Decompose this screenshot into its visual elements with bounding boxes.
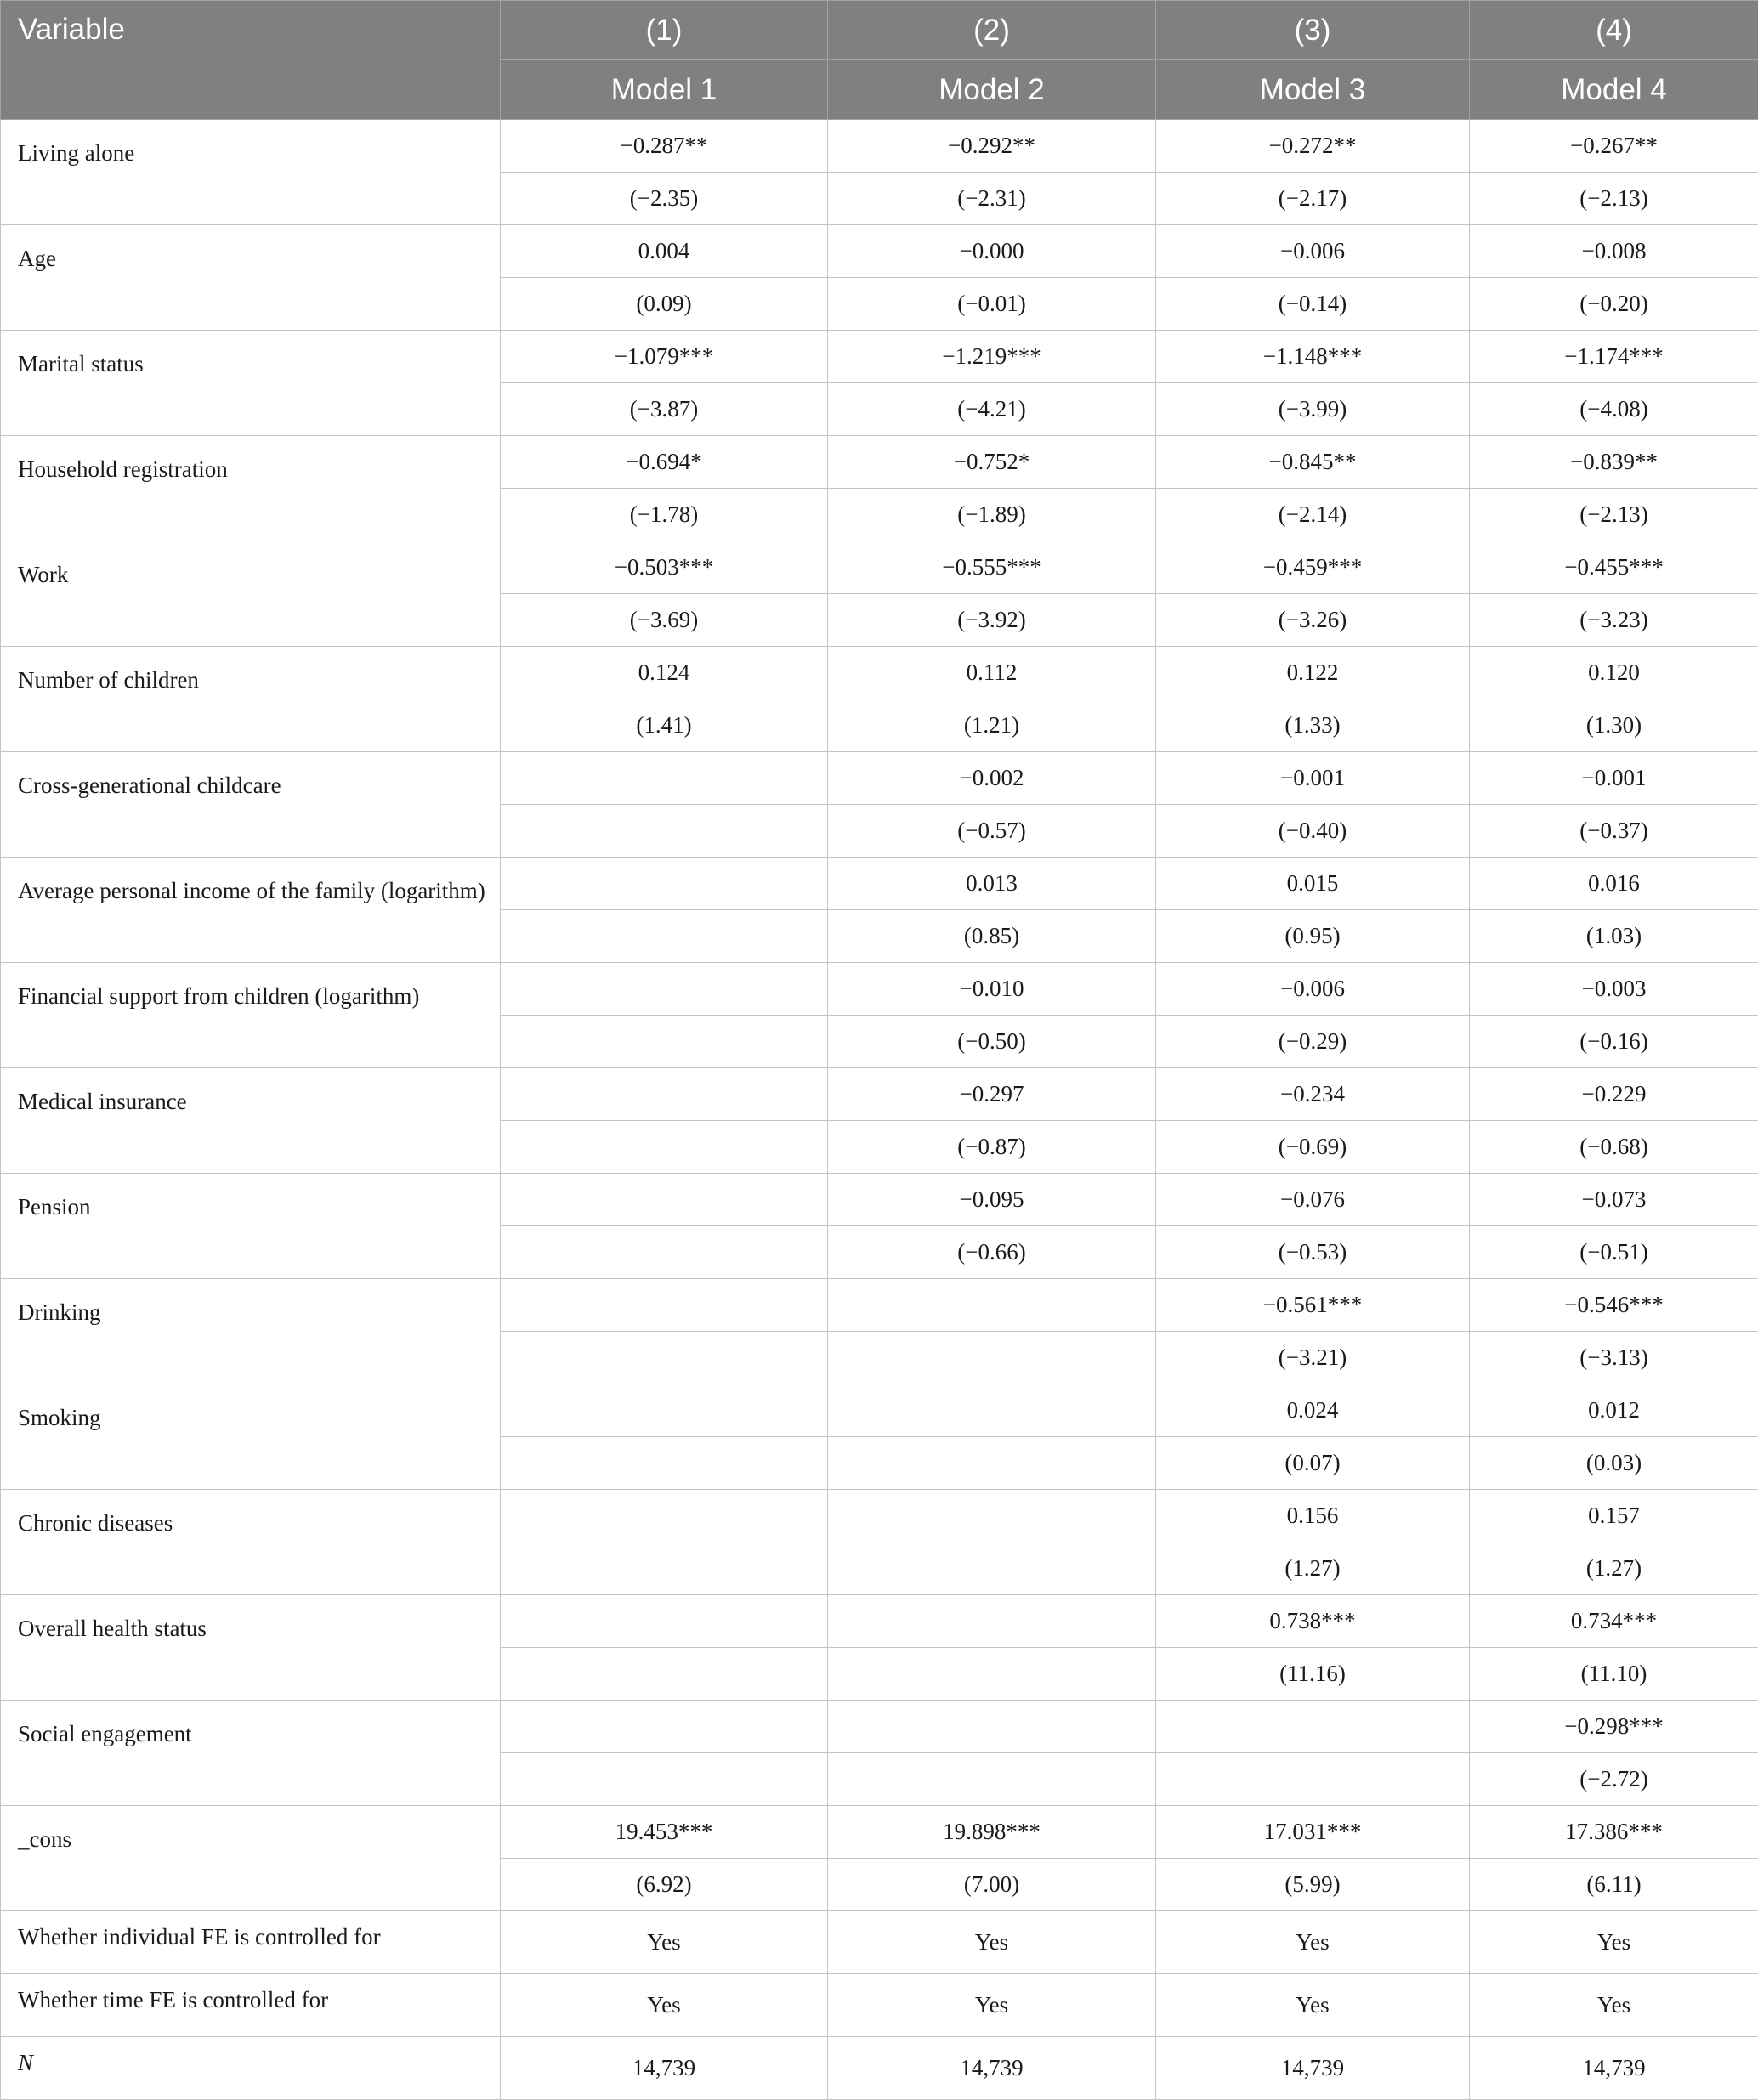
column-number-2: (2) [828,1,1156,60]
t-statistic-cell: (−1.89) [828,489,1156,541]
coefficient-cell: −1.174*** [1470,331,1758,383]
t-statistic-cell: (−2.14) [1156,489,1470,541]
variable-label: Living alone [1,120,501,225]
t-statistic-cell [828,1753,1156,1806]
coefficient-cell: −0.073 [1470,1174,1758,1226]
t-statistic-cell: (−4.08) [1470,383,1758,436]
t-statistic-cell: (−0.51) [1470,1226,1758,1279]
header-row-numbers [1,1,1758,60]
coefficient-cell: 0.024 [1156,1384,1470,1437]
coefficient-cell [501,1174,828,1226]
footer-value-cell: 14,739 [501,2037,828,2100]
model-name-3: Model 3 [1156,60,1470,120]
t-statistic-cell: (−0.29) [1156,1016,1470,1068]
t-statistic-cell: (−3.13) [1470,1332,1758,1384]
t-statistic-cell: (0.07) [1156,1437,1470,1490]
t-statistic-cell: (−3.26) [1156,594,1470,647]
t-statistic-cell: (−0.14) [1156,278,1470,331]
t-statistic-cell: (−4.21) [828,383,1156,436]
coefficient-cell: 0.112 [828,647,1156,699]
coefficient-cell [501,1595,828,1648]
coefficient-cell: −0.752* [828,436,1156,489]
t-statistic-cell: (1.30) [1470,699,1758,752]
coefficient-cell: −0.001 [1470,752,1758,805]
t-statistic-cell [501,1332,828,1384]
model-name-1: Model 1 [501,60,828,120]
coefficient-cell: 17.031*** [1156,1806,1470,1859]
variable-label: _cons [1,1806,501,1911]
variable-label: Medical insurance [1,1068,501,1174]
coefficient-cell: −1.148*** [1156,331,1470,383]
t-statistic-cell: (11.16) [1156,1648,1470,1701]
coefficient-cell: −0.845** [1156,436,1470,489]
variable-label: Chronic diseases [1,1490,501,1595]
table-row-coefficient [1,1701,1758,1753]
footer-value-cell: Yes [1470,1911,1758,1974]
t-statistic-cell: (−0.37) [1470,805,1758,858]
table-row-coefficient [1,225,1758,278]
variable-label: Overall health status [1,1595,501,1701]
variable-label: Pension [1,1174,501,1279]
t-statistic-cell: (−3.92) [828,594,1156,647]
footer-value-cell: Yes [828,1911,1156,1974]
footer-value-cell: 14,739 [1156,2037,1470,2100]
footer-value-cell: Yes [1470,1974,1758,2037]
coefficient-cell [828,1384,1156,1437]
t-statistic-cell: (−2.13) [1470,173,1758,225]
coefficient-cell: −1.219*** [828,331,1156,383]
coefficient-cell: 0.015 [1156,858,1470,910]
coefficient-cell [828,1490,1156,1542]
coefficient-cell [501,1279,828,1332]
coefficient-cell: −0.003 [1470,963,1758,1016]
coefficient-cell: −0.000 [828,225,1156,278]
coefficient-cell: 0.120 [1470,647,1758,699]
variable-label: Work [1,541,501,647]
t-statistic-cell [501,1121,828,1174]
t-statistic-cell: (−2.31) [828,173,1156,225]
t-statistic-cell: (11.10) [1470,1648,1758,1701]
t-statistic-cell [828,1332,1156,1384]
coefficient-cell: −0.287** [501,120,828,173]
t-statistic-cell: (−3.23) [1470,594,1758,647]
table-row-coefficient [1,752,1758,805]
t-statistic-cell: (1.27) [1156,1542,1470,1595]
coefficient-cell [501,752,828,805]
coefficient-cell: −1.079*** [501,331,828,383]
coefficient-cell [501,1068,828,1121]
footer-label: N [1,2037,501,2100]
table-row-coefficient [1,1384,1758,1437]
coefficient-cell: −0.298*** [1470,1701,1758,1753]
t-statistic-cell [501,1753,828,1806]
t-statistic-cell: (−0.69) [1156,1121,1470,1174]
coefficient-cell: −0.839** [1470,436,1758,489]
t-statistic-cell: (−2.35) [501,173,828,225]
t-statistic-cell: (6.92) [501,1859,828,1911]
variable-label: Marital status [1,331,501,436]
table-row-coefficient [1,1806,1758,1859]
table-row-coefficient [1,963,1758,1016]
coefficient-cell: −0.229 [1470,1068,1758,1121]
variable-column-header: Variable [1,1,501,120]
table-row-coefficient [1,1174,1758,1226]
t-statistic-cell: (−0.66) [828,1226,1156,1279]
footer-value-cell: Yes [828,1974,1156,2037]
t-statistic-cell [501,1437,828,1490]
coefficient-cell: −0.001 [1156,752,1470,805]
table-row-footer [1,1911,1758,1974]
coefficient-cell [501,858,828,910]
t-statistic-cell [501,805,828,858]
t-statistic-cell: (−0.20) [1470,278,1758,331]
variable-label: Cross-generational childcare [1,752,501,858]
table-row-coefficient [1,1068,1758,1121]
t-statistic-cell: (0.85) [828,910,1156,963]
t-statistic-cell: (1.41) [501,699,828,752]
coefficient-cell: 0.016 [1470,858,1758,910]
t-statistic-cell: (1.33) [1156,699,1470,752]
t-statistic-cell [501,1226,828,1279]
table-row-coefficient [1,331,1758,383]
t-statistic-cell: (−0.68) [1470,1121,1758,1174]
t-statistic-cell [1156,1753,1470,1806]
t-statistic-cell: (0.03) [1470,1437,1758,1490]
column-number-4: (4) [1470,1,1758,60]
t-statistic-cell: (−3.69) [501,594,828,647]
table-header [1,1,1758,120]
coefficient-cell: −0.503*** [501,541,828,594]
t-statistic-cell: (−3.99) [1156,383,1470,436]
variable-label: Average personal income of the family (logarithm) [1,858,501,963]
table-row-coefficient [1,120,1758,173]
coefficient-cell: 0.013 [828,858,1156,910]
coefficient-cell: 17.386*** [1470,1806,1758,1859]
variable-label: Age [1,225,501,331]
t-statistic-cell: (−0.16) [1470,1016,1758,1068]
coefficient-cell: −0.095 [828,1174,1156,1226]
t-statistic-cell [501,1016,828,1068]
coefficient-cell: −0.694* [501,436,828,489]
table-body [1,120,1758,2100]
t-statistic-cell: (−3.87) [501,383,828,436]
variable-label: Number of children [1,647,501,752]
table-row-coefficient [1,436,1758,489]
variable-label: Financial support from children (logarithm) [1,963,501,1068]
t-statistic-cell: (1.27) [1470,1542,1758,1595]
t-statistic-cell: (−0.87) [828,1121,1156,1174]
coefficient-cell [828,1701,1156,1753]
column-number-1: (1) [501,1,828,60]
table-row-coefficient [1,1595,1758,1648]
t-statistic-cell: (−2.17) [1156,173,1470,225]
model-name-2: Model 2 [828,60,1156,120]
coefficient-cell: −0.546*** [1470,1279,1758,1332]
t-statistic-cell: (−0.53) [1156,1226,1470,1279]
t-statistic-cell: (1.21) [828,699,1156,752]
t-statistic-cell: (−1.78) [501,489,828,541]
coefficient-cell: 0.157 [1470,1490,1758,1542]
coefficient-cell: 0.122 [1156,647,1470,699]
coefficient-cell: 0.004 [501,225,828,278]
table-row-coefficient [1,647,1758,699]
t-statistic-cell: (−2.72) [1470,1753,1758,1806]
table-row-footer [1,1974,1758,2037]
t-statistic-cell: (−3.21) [1156,1332,1470,1384]
coefficient-cell: −0.297 [828,1068,1156,1121]
t-statistic-cell: (−0.40) [1156,805,1470,858]
footer-value-cell: 14,739 [828,2037,1156,2100]
footer-value-cell: Yes [501,1974,828,2037]
coefficient-cell: −0.006 [1156,963,1470,1016]
coefficient-cell: −0.076 [1156,1174,1470,1226]
model-name-4: Model 4 [1470,60,1758,120]
coefficient-cell: 19.898*** [828,1806,1156,1859]
coefficient-cell: −0.002 [828,752,1156,805]
coefficient-cell [828,1595,1156,1648]
coefficient-cell: −0.006 [1156,225,1470,278]
coefficient-cell: −0.459*** [1156,541,1470,594]
variable-label: Drinking [1,1279,501,1384]
coefficient-cell: 0.738*** [1156,1595,1470,1648]
t-statistic-cell [501,1542,828,1595]
coefficient-cell: −0.455*** [1470,541,1758,594]
coefficient-cell [501,1701,828,1753]
t-statistic-cell: (0.95) [1156,910,1470,963]
t-statistic-cell: (7.00) [828,1859,1156,1911]
coefficient-cell [1156,1701,1470,1753]
coefficient-cell: −0.010 [828,963,1156,1016]
footer-label: Whether individual FE is controlled for [1,1911,501,1974]
coefficient-cell: 0.156 [1156,1490,1470,1542]
coefficient-cell: −0.272** [1156,120,1470,173]
footer-label: Whether time FE is controlled for [1,1974,501,2037]
t-statistic-cell: (−0.50) [828,1016,1156,1068]
variable-label: Household registration [1,436,501,541]
coefficient-cell: −0.561*** [1156,1279,1470,1332]
variable-label: Social engagement [1,1701,501,1806]
table-row-coefficient [1,1490,1758,1542]
footer-value-cell: 14,739 [1470,2037,1758,2100]
footer-value-cell: Yes [1156,1911,1470,1974]
t-statistic-cell [828,1437,1156,1490]
coefficient-cell: 0.734*** [1470,1595,1758,1648]
coefficient-cell: 0.012 [1470,1384,1758,1437]
footer-value-cell: Yes [501,1911,828,1974]
coefficient-cell: 19.453*** [501,1806,828,1859]
footer-value-cell: Yes [1156,1974,1470,2037]
variable-label: Smoking [1,1384,501,1490]
coefficient-cell: −0.267** [1470,120,1758,173]
table-row-footer [1,2037,1758,2100]
t-statistic-cell [828,1648,1156,1701]
table-row-coefficient [1,858,1758,910]
t-statistic-cell [501,1648,828,1701]
coefficient-cell [828,1279,1156,1332]
t-statistic-cell: (5.99) [1156,1859,1470,1911]
coefficient-cell: −0.008 [1470,225,1758,278]
coefficient-cell: −0.292** [828,120,1156,173]
t-statistic-cell: (6.11) [1470,1859,1758,1911]
t-statistic-cell [828,1542,1156,1595]
t-statistic-cell [501,910,828,963]
t-statistic-cell: (−2.13) [1470,489,1758,541]
coefficient-cell: −0.234 [1156,1068,1470,1121]
t-statistic-cell: (−0.01) [828,278,1156,331]
coefficient-cell: −0.555*** [828,541,1156,594]
table-row-coefficient [1,541,1758,594]
coefficient-cell [501,963,828,1016]
t-statistic-cell: (0.09) [501,278,828,331]
t-statistic-cell: (1.03) [1470,910,1758,963]
table-row-coefficient [1,1279,1758,1332]
coefficient-cell [501,1490,828,1542]
coefficient-cell [501,1384,828,1437]
column-number-3: (3) [1156,1,1470,60]
t-statistic-cell: (−0.57) [828,805,1156,858]
coefficient-cell: 0.124 [501,647,828,699]
